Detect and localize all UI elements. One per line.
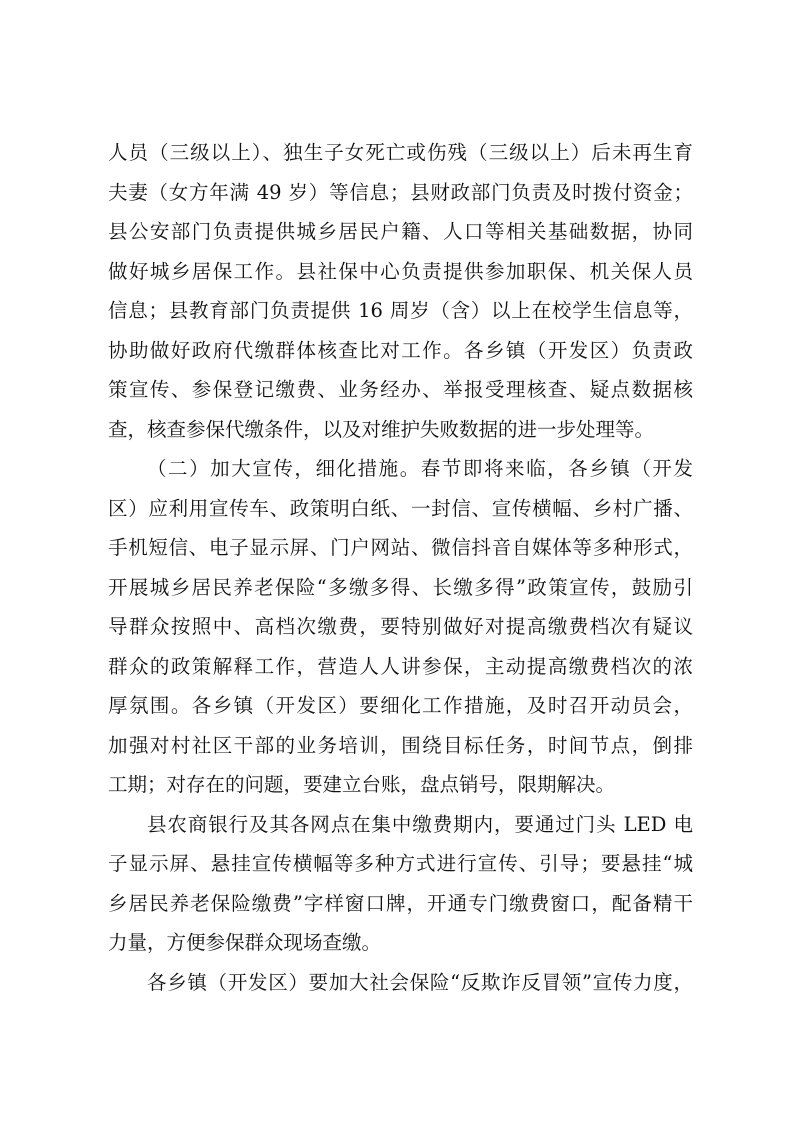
- text-line: 做好城乡居保工作。县社保中心负责提供参加职保、机关保人员: [108, 259, 693, 283]
- text-line: 区）应利用宣传车、政策明白纸、一封信、宣传横幅、乡村广播、: [108, 496, 693, 520]
- text-line: 加强对村社区干部的业务培训，围绕目标任务，时间节点，倒排: [108, 733, 693, 757]
- text-line: 协助做好政府代缴群体核查比对工作。各乡镇（开发区）负责政: [108, 338, 693, 362]
- text-line: 群众的政策解释工作，营造人人讲参保，主动提高缴费档次的浓: [108, 654, 693, 678]
- text-line: 县公安部门负责提供城乡居民户籍、人口等相关基础数据，协同: [108, 220, 693, 243]
- paragraph-start-line: 县农商银行及其各网点在集中缴费期内，要通过门头 LED 电: [147, 812, 693, 836]
- text-line: 信息；县教育部门负责提供 16 周岁（含）以上在校学生信息等，: [108, 299, 693, 322]
- text-line: 厚氛围。各乡镇（开发区）要细化工作措施，及时召开动员会，: [108, 694, 693, 717]
- text-line: 子显示屏、悬挂宣传横幅等多种方式进行宣传、引导；要悬挂“城: [108, 852, 693, 875]
- text-line: 开展城乡居民养老保险“多缴多得、长缴多得”政策宣传，鼓励引: [108, 575, 693, 599]
- text-line: 手机短信、电子显示屏、门户网站、微信抖音自媒体等多种形式，: [108, 536, 693, 559]
- text-line: 乡居民养老保险缴费”字样窗口牌，开通专门缴费窗口，配备精干: [108, 891, 693, 915]
- text-line: 工期；对存在的问题，要建立台账，盘点销号，限期解决。: [108, 773, 616, 796]
- text-line: 力量，方便参保群众现场查缴。: [108, 931, 382, 954]
- text-line: 人员（三级以上）、独生子女死亡或伤残（三级以上）后未再生育: [108, 141, 693, 164]
- section-heading-line: （二）加大宣传，细化措施。春节即将来临，各乡镇（开发: [147, 457, 693, 480]
- text-line: 夫妻（女方年满 49 岁）等信息；县财政部门负责及时拨付资金；: [108, 180, 693, 204]
- text-line: 策宣传、参保登记缴费、业务经办、举报受理核查、疑点数据核: [108, 378, 693, 401]
- text-line: 导群众按照中、高档次缴费，要特别做好对提高缴费档次有疑议: [108, 615, 693, 638]
- paragraph-start-line: 各乡镇（开发区）要加大社会保险“反欺诈反冒领”宣传力度，: [147, 970, 693, 994]
- text-line: 查，核查参保代缴条件，以及对维护失败数据的进一步处理等。: [108, 417, 655, 441]
- document-body: [108, 133, 693, 1002]
